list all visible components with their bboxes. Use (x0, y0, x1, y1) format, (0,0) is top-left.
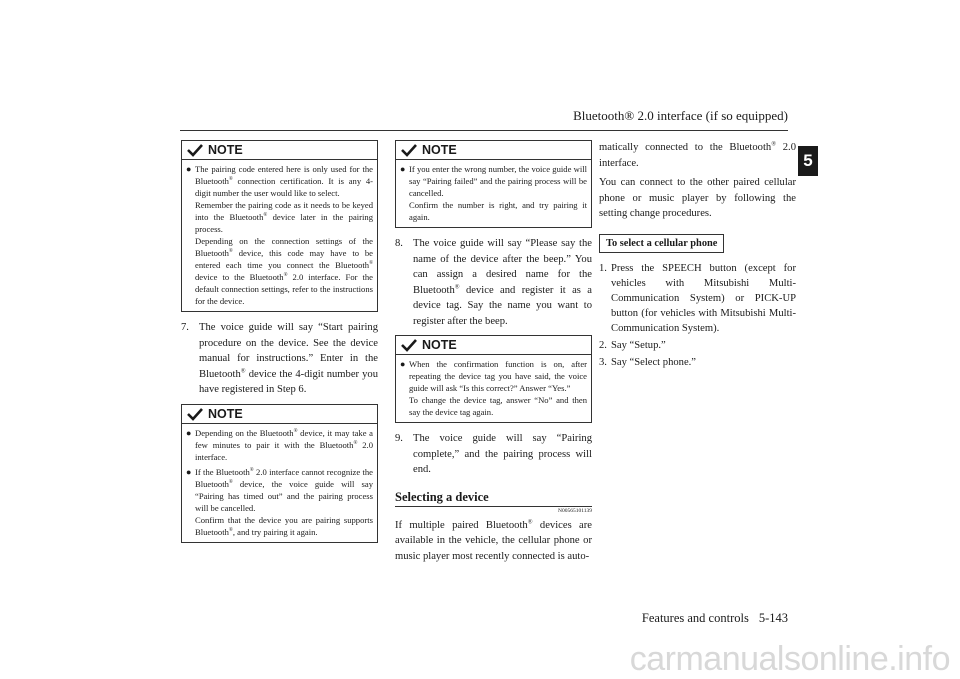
note-check-icon (186, 143, 204, 157)
watermark: carmanualsonline.info (629, 640, 950, 678)
step-item: 1. Press the SPEECH button (except for vehicles with Mitsubishi Multi-Communication System) or PICK-UP button (for vehicles with Mitsubishi Multi-Communication System). (599, 262, 796, 334)
step-item: 3. Say “Select phone.” (599, 356, 697, 368)
note-box (395, 140, 592, 228)
step-list (599, 261, 796, 370)
note-check-icon (400, 143, 418, 157)
note-item: ● The pairing code entered here is only used for the Bluetooth® connection certification. It is any 4-digit number the user would like to select. Remember the pairing code as it needs to be keyed into the Bluetooth® device later in the pairing process. Depending on the connection settings of the Bluetooth® device, this code may have to be entered each time you connect the Bluetooth® device to the Bluetooth® 2.0 interface. For the default connection settings, refer to the instructions for the device. (186, 164, 374, 306)
page-number: 5-143 (758, 611, 788, 625)
step-7: 7. The voice guide will say “Start pairing procedure on the device. See the device manual for instructions.” Enter in the Bluetooth® device the 4-digit number you have registered in Step 6. (181, 322, 378, 395)
section-title: Selecting a device (395, 490, 592, 507)
note-item: ● If you enter the wrong number, the voice guide will say “Pairing failed” and the pairing process will be cancelled. Confirm the number is right, and try pairing it again. (400, 164, 587, 222)
section-code: N00565101139 (557, 507, 592, 514)
note-box (395, 335, 592, 423)
note-label: NOTE (422, 338, 457, 352)
bullet-icon: ● (400, 359, 406, 369)
note-box (181, 140, 378, 312)
bullet-icon: ● (400, 164, 406, 174)
footer-section: Features and controls (641, 611, 749, 625)
subheading: To select a cellular phone (599, 234, 724, 253)
bullet-icon: ● (186, 164, 192, 174)
note-label: NOTE (208, 406, 243, 421)
note-label: NOTE (422, 143, 457, 157)
bullet-icon: ● (186, 466, 192, 477)
header-title: Bluetooth® 2.0 interface (if so equipped) (573, 108, 788, 123)
note-item: ● If the Bluetooth® 2.0 interface cannot recognize the Bluetooth® device, the voice guide will say “Pairing has timed out” and the pairing process will be cancelled. Confirm that the device you are pairing supports Bluetooth®, and try pairing it again. (186, 466, 373, 537)
note-item: ● Depending on the Bluetooth® device, it may take a few minutes to pair it with the Bluetooth® 2.0 interface. (186, 427, 373, 462)
step-9: 9. The voice guide will say “Pairing complete,” and the pairing process will end. (395, 433, 592, 475)
footer (560, 611, 788, 626)
paragraph: If multiple paired Bluetooth® devices are available in the vehicle, the cellular phone or music player most recently connected is auto- (395, 517, 592, 562)
bullet-icon: ● (186, 427, 192, 438)
paragraph: matically connected to the Bluetooth® 2.0 interface. (599, 140, 797, 169)
header-rule (180, 130, 788, 131)
note-item: ● When the confirmation function is on, after repeating the device tag you have said, the voice guide will ask “Is this correct?” Answer “Yes.” To change the device tag, answer “No” and then say the device tag again. (400, 359, 587, 417)
note-check-icon (400, 338, 418, 352)
step-8: 8. The voice guide will say “Please say the name of the device after the beep.” You can assign a desired name for the Bluetooth® device and register it as a device tag. Say the name you want to register after the beep. (395, 238, 592, 327)
column-3 (599, 140, 796, 372)
paragraph: You can connect to the other paired cellular phone or music player by following the setting change procedures. (599, 177, 796, 219)
step-item: 2. Say “Setup.” (599, 339, 666, 351)
note-label: NOTE (208, 143, 243, 157)
column-1 (181, 140, 378, 551)
note-box (181, 404, 378, 543)
note-check-icon (186, 407, 204, 421)
chapter-tab: 5 (798, 146, 818, 176)
column-2 (395, 140, 592, 568)
